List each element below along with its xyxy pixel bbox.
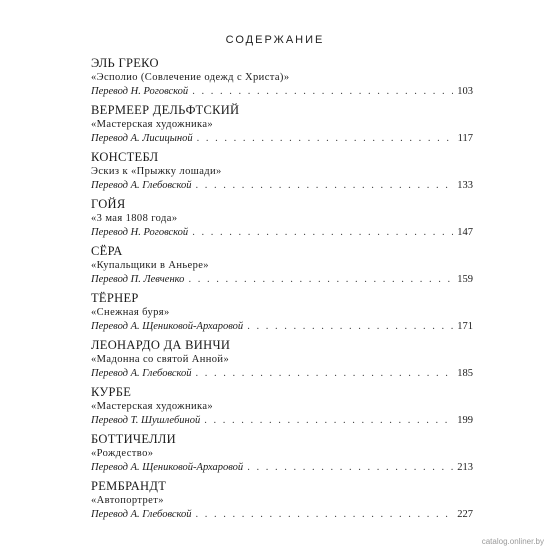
toc-entry: [91, 432, 473, 479]
dot-leader: [196, 367, 454, 381]
toc-entry: [91, 197, 473, 244]
entry-author: КОНСТЕБЛ: [91, 150, 159, 164]
entry-translator: Перевод А. Щениковой-Архаровой: [91, 321, 244, 332]
dot-leader: [197, 132, 454, 146]
toc-entry: [91, 56, 473, 103]
entry-translator-line: [91, 85, 473, 99]
dot-leader: [247, 461, 453, 475]
dot-leader: [196, 179, 454, 193]
entry-page-number: 185: [457, 368, 473, 379]
entry-author: РЕМБРАНДТ: [91, 479, 167, 493]
entry-page-number: 213: [457, 462, 473, 473]
entry-translator: Перевод П. Левченко: [91, 274, 185, 285]
entry-work: «Мастерская художника»: [91, 401, 214, 412]
toc-entry: [91, 103, 473, 150]
entry-work: «Снежная буря»: [91, 307, 170, 318]
entry-translator: Перевод А. Щениковой-Архаровой: [91, 462, 244, 473]
toc-entry: [91, 291, 473, 338]
toc-entry: [91, 385, 473, 432]
entry-translator-line: [91, 179, 473, 193]
entry-author: БОТТИЧЕЛЛИ: [91, 432, 176, 446]
entry-page-number: 171: [457, 321, 473, 332]
dot-leader: [192, 226, 453, 240]
entry-work: «3 мая 1808 года»: [91, 213, 178, 224]
entry-translator-line: [91, 414, 473, 428]
entry-page-number: 199: [457, 415, 473, 426]
entry-translator: Перевод А. Лисицыной: [91, 133, 193, 144]
toc-entry: [91, 479, 473, 526]
toc-entry: [91, 338, 473, 385]
dot-leader: [247, 320, 453, 334]
dot-leader: [204, 414, 453, 428]
entry-translator-line: [91, 508, 473, 522]
entry-translator: Перевод Н. Роговской: [91, 227, 189, 238]
entry-translator-line: [91, 320, 473, 334]
entry-translator-line: [91, 273, 473, 287]
page-title: СОДЕРЖАНИЕ: [225, 34, 325, 46]
entry-translator: Перевод Н. Роговской: [91, 86, 189, 97]
dot-leader: [196, 508, 454, 522]
entry-translator-line: [91, 132, 473, 146]
entry-work: «Автопортрет»: [91, 495, 164, 506]
entry-translator: Перевод А. Глебовской: [91, 180, 192, 191]
entry-page-number: 159: [457, 274, 473, 285]
entry-translator: Перевод А. Глебовской: [91, 509, 192, 520]
entry-translator: Перевод Т. Шушлебиной: [91, 415, 201, 426]
entry-author: КУРБЕ: [91, 385, 132, 399]
entry-page-number: 103: [457, 86, 473, 97]
entry-author: ГОЙЯ: [91, 197, 126, 211]
toc-entry: [91, 244, 473, 291]
entry-work: Эскиз к «Прыжку лошади»: [91, 166, 222, 177]
entry-translator: Перевод А. Глебовской: [91, 368, 192, 379]
entry-work: «Эсполио (Совлечение одежд с Христа)»: [91, 72, 290, 83]
entry-work: «Купальщики в Аньере»: [91, 260, 209, 271]
entry-author: ТЁРНЕР: [91, 291, 139, 305]
entry-translator-line: [91, 367, 473, 381]
entry-work: «Рождество»: [91, 448, 154, 459]
entry-author: ЛЕОНАРДО ДА ВИНЧИ: [91, 338, 231, 352]
entry-work: «Мастерская художника»: [91, 119, 214, 130]
entry-page-number: 117: [457, 133, 473, 144]
entry-page-number: 227: [457, 509, 473, 520]
entry-author: СЁРА: [91, 244, 123, 258]
entry-page-number: 147: [457, 227, 473, 238]
watermark: catalog.onliner.by: [481, 537, 544, 546]
entry-translator-line: [91, 461, 473, 475]
entry-author: ВЕРМЕЕР ДЕЛЬФТСКИЙ: [91, 103, 240, 117]
dot-leader: [188, 273, 453, 287]
dot-leader: [192, 85, 453, 99]
entry-translator-line: [91, 226, 473, 240]
entry-work: «Мадонна со святой Анной»: [91, 354, 230, 365]
entry-author: ЭЛЬ ГРЕКО: [91, 56, 159, 70]
toc-list: [91, 56, 473, 526]
toc-entry: [91, 150, 473, 197]
entry-page-number: 133: [457, 180, 473, 191]
